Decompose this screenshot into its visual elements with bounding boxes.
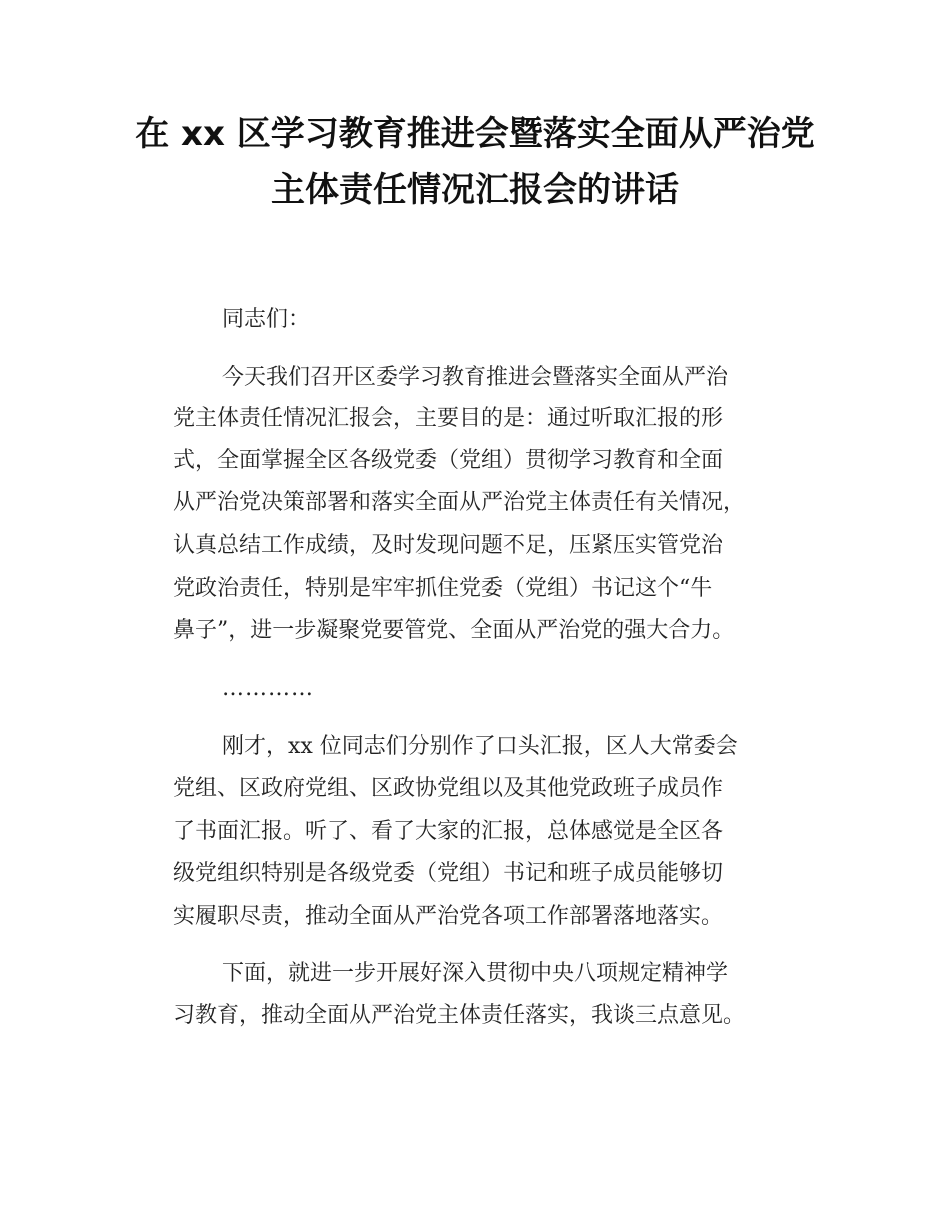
paragraph-2-line: 刚才，xx 位同志们分别作了口头汇报，区人大常委会 <box>222 734 738 759</box>
paragraph-3-line: 下面，就进一步开展好深入贯彻中央八项规定精神学 <box>222 961 729 986</box>
paragraph-3-line: 习教育，推动全面从严治党主体责任落实，我谈三点意见。 <box>173 1003 746 1028</box>
paragraph-1-line: 式，全面掌握全区各级党委（党组）贯彻学习教育和全面 <box>173 448 724 473</box>
paragraph-1-line: 党主体责任情况汇报会，主要目的是：通过听取汇报的形 <box>173 406 724 431</box>
document-title-line-1: 在 xx 区学习教育推进会暨落实全面从严治党 <box>135 114 815 154</box>
paragraph-1-line: 党政治责任，特别是牢牢抓住党委（党组）书记这个“牛 <box>173 576 713 601</box>
paragraph-2-line: 实履职尽责，推动全面从严治党各项工作部署落地落实。 <box>173 904 724 929</box>
paragraph-1-line: 今天我们召开区委学习教育推进会暨落实全面从严治 <box>222 365 729 390</box>
paragraph-2-line: 了书面汇报。听了、看了大家的汇报，总体感觉是全区各 <box>173 819 724 844</box>
paragraph-2-line: 级党组织特别是各级党委（党组）书记和班子成员能够切 <box>173 861 724 886</box>
paragraph-1-line: 从严治党决策部署和落实全面从严治党主体责任有关情况， <box>173 490 746 515</box>
document-title-line-2: 主体责任情况汇报会的讲话 <box>271 170 679 210</box>
ellipsis-separator: ………… <box>222 676 314 701</box>
paragraph-2-line: 党组、区政府党组、区政协党组以及其他党政班子成员作 <box>173 776 724 801</box>
paragraph-1-line: 认真总结工作成绩，及时发现问题不足，压紧压实管党治 <box>173 533 724 558</box>
paragraph-1-line: 鼻子”，进一步凝聚党要管党、全面从严治党的强大合力。 <box>173 618 735 643</box>
salutation: 同志们： <box>222 307 311 332</box>
